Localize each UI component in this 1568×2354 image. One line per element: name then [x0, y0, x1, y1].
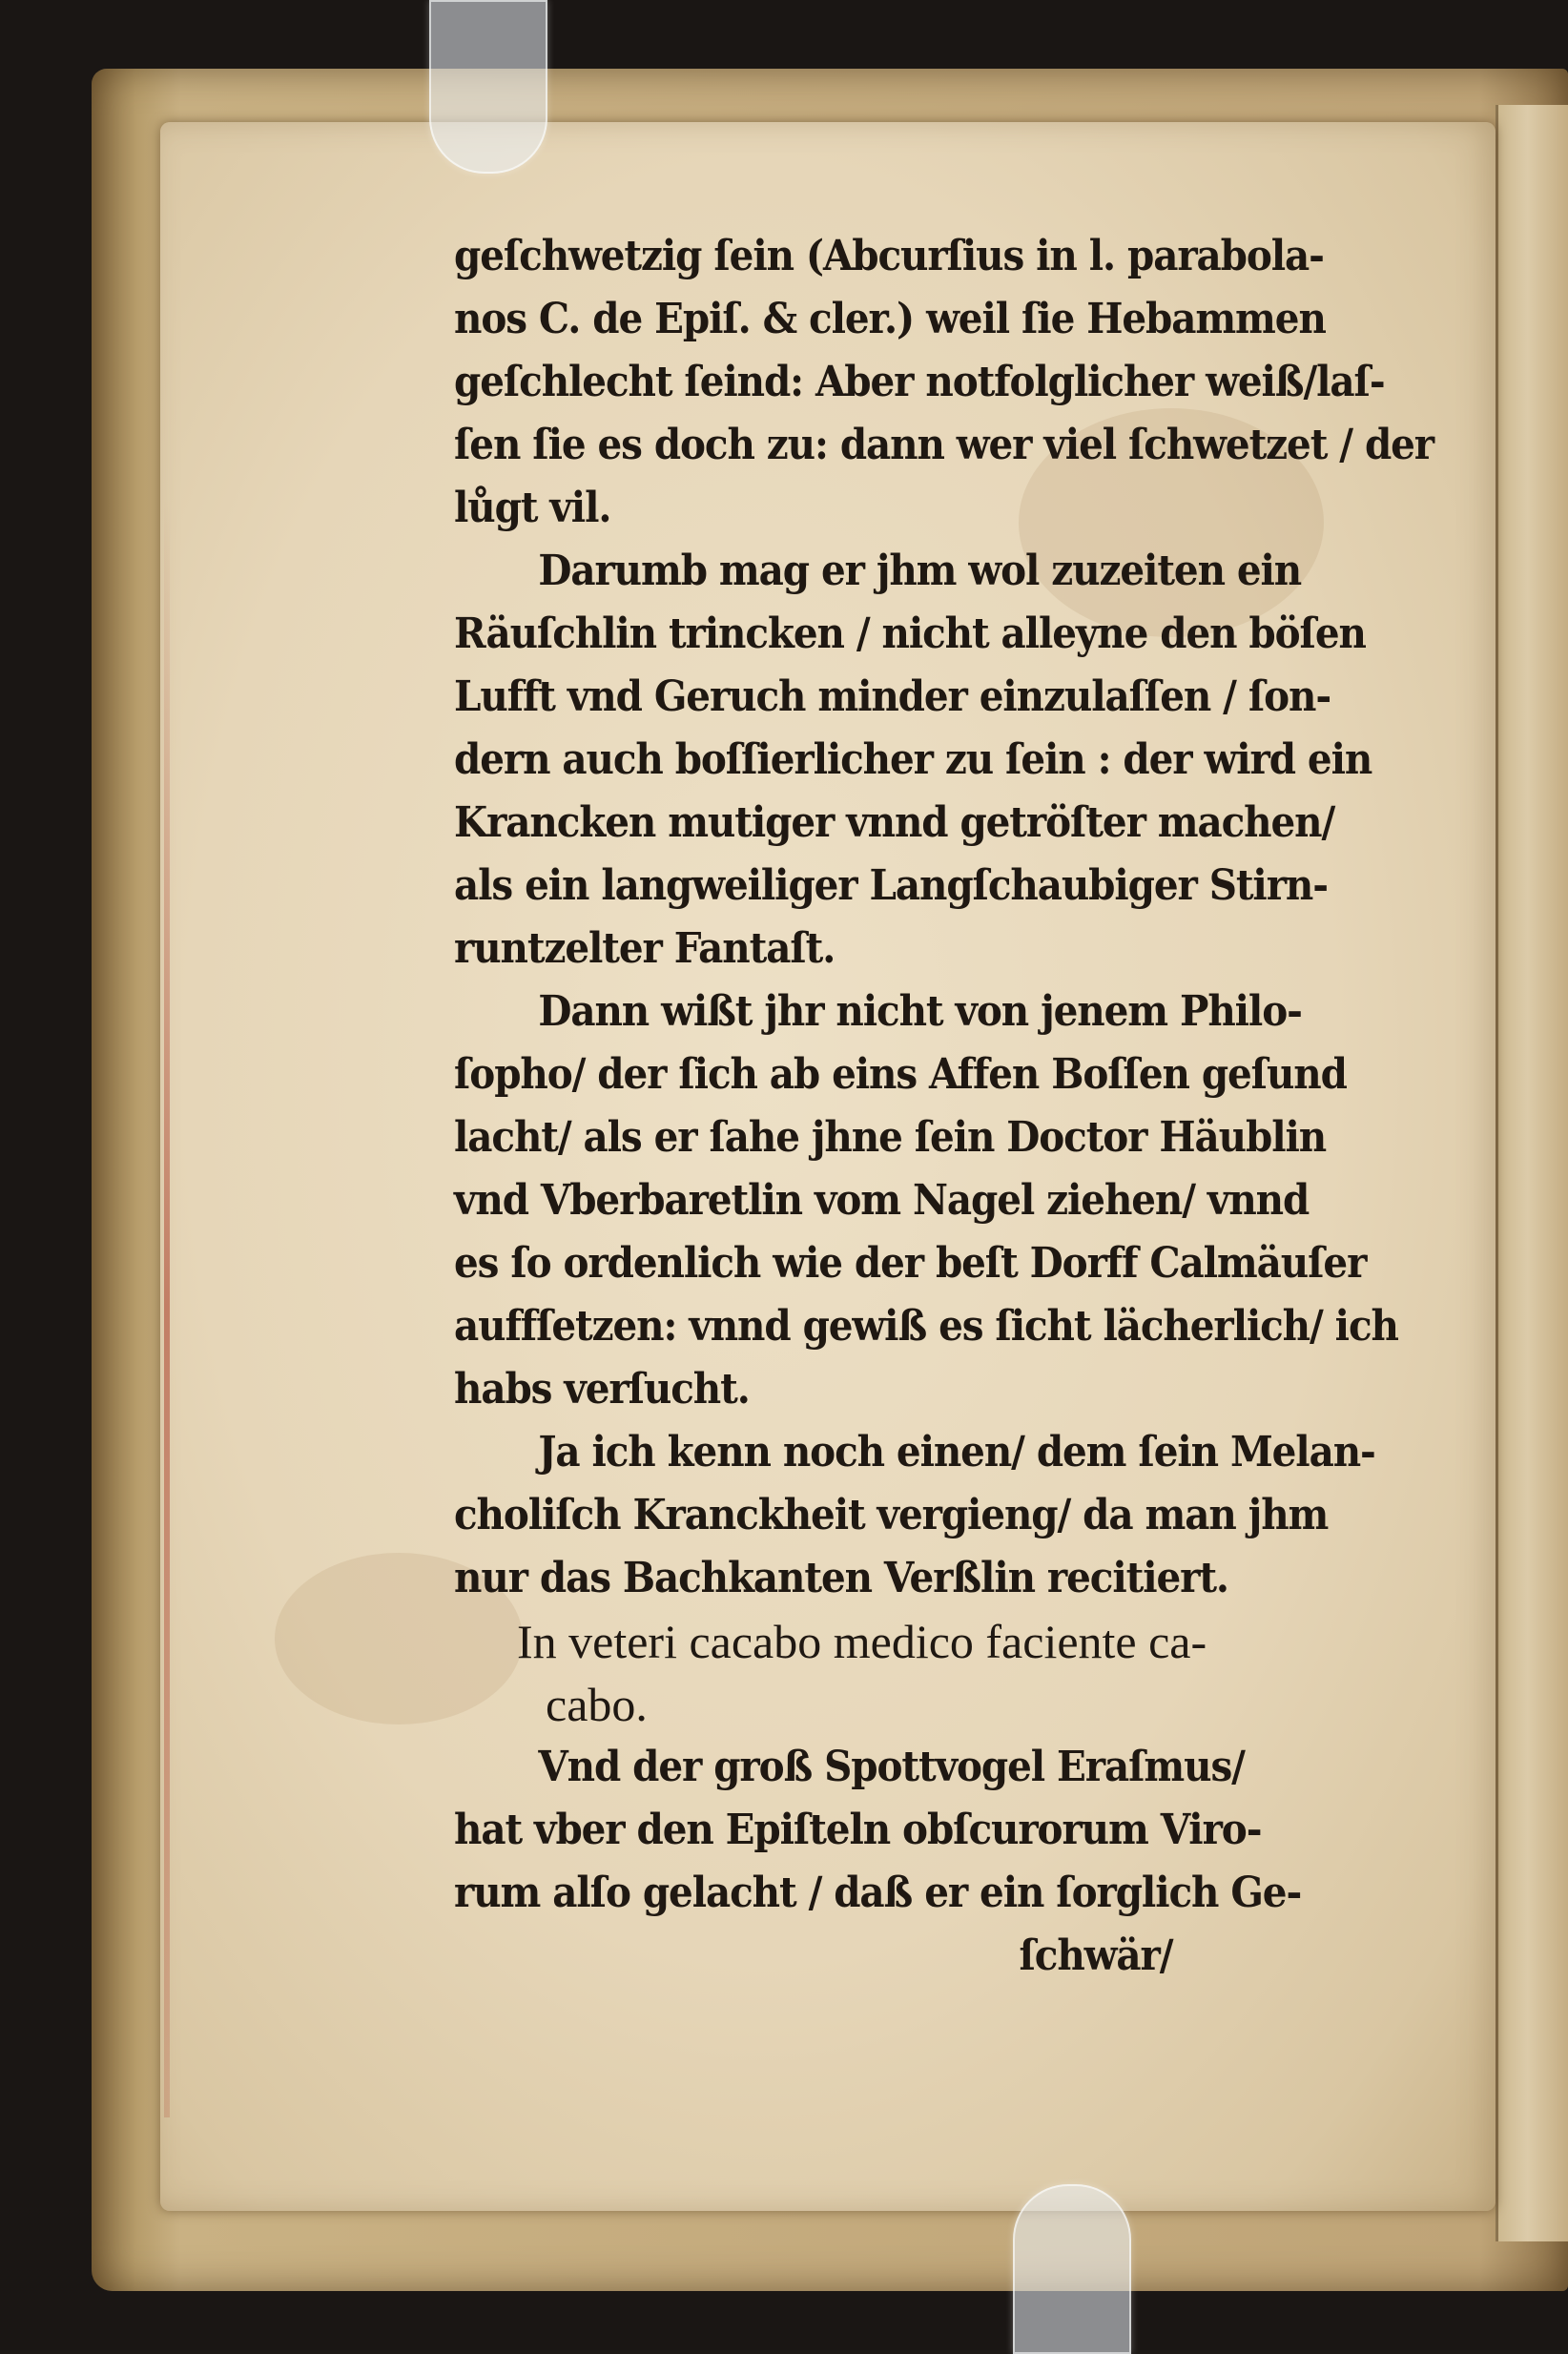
text-line: geſchwetzig ſein (Abcurſius in l. parabola-: [454, 232, 1324, 280]
text-line: lůgt vil.: [454, 484, 611, 532]
text-line: rum alſo gelacht / daß er ein ſorglich Ge-: [454, 1869, 1302, 1917]
text-line: Räuſchlin trincken / nicht alleyne den böſen: [454, 609, 1366, 658]
text-line: habs verſucht.: [454, 1365, 750, 1414]
page-clip-bottom: [1013, 2184, 1131, 2354]
text-line: choliſch Kranckheit vergieng/ da man jhm: [454, 1491, 1329, 1539]
text-line: hat vber den Epiſteln obſcurorum Viro-: [454, 1806, 1262, 1854]
page-clip-top: [429, 0, 547, 174]
text-line: Lufft vnd Geruch minder einzulaſſen / ſon-: [454, 672, 1331, 721]
page-edge-stain: [164, 496, 170, 2117]
text-line: Krancken mutiger vnnd getröſter machen/: [454, 798, 1335, 847]
text-line: nur das Bachkanten Verßlin recitiert.: [454, 1554, 1228, 1602]
text-line: nos C. de Epiſ. & cler.) weil ſie Hebammen: [454, 295, 1326, 343]
text-line: vnd Vberbaretlin vom Nagel ziehen/ vnnd: [454, 1176, 1310, 1225]
text-line: Ja ich kenn noch einen/ dem ſein Melan-: [538, 1428, 1375, 1476]
text-line: Vnd der groß Spottvogel Eraſmus/: [538, 1743, 1245, 1791]
text-line: ſen ſie es doch zu: dann wer viel ſchwetzet / der: [454, 421, 1434, 469]
latin-verse-line: cabo.: [546, 1678, 648, 1731]
page-text-block: [454, 225, 1434, 1988]
text-line: Dann wißt jhr nicht von jenem Philo-: [538, 987, 1302, 1036]
text-line: geſchlecht ſeind: Aber notfolglicher weiß/laſ-: [454, 358, 1385, 406]
catchword: ſchwär/: [1019, 1931, 1173, 1980]
text-line: Darumb mag er jhm wol zuzeiten ein: [538, 547, 1302, 595]
text-line: dern auch boſſierlicher zu ſein : der wird ein: [454, 735, 1372, 784]
facing-page-edge: [1496, 105, 1568, 2241]
text-line: es ſo ordenlich wie der beſt Dorff Calmäuſer: [454, 1239, 1367, 1288]
text-line: lacht/ als er ſahe jhne ſein Doctor Häublin: [454, 1113, 1327, 1162]
text-line: ſopho/ der ſich ab eins Affen Boſſen geſund: [454, 1050, 1347, 1099]
text-line: als ein langweiliger Langſchaubiger Stirn-: [454, 861, 1328, 910]
latin-verse-line: In veteri cacabo medico faciente ca-: [517, 1615, 1207, 1668]
text-line: auffſetzen: vnnd gewiß es ſicht lächerlich/ ich: [454, 1302, 1398, 1351]
text-line: runtzelter Fantaſt.: [454, 924, 836, 973]
